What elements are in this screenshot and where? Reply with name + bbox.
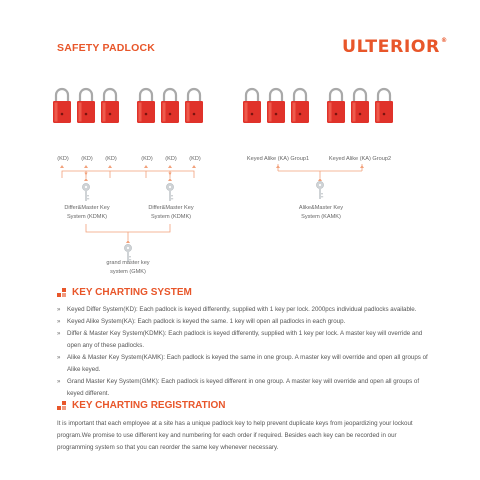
chevron-right-icon: » xyxy=(57,319,61,325)
kamk-label: Alike&Master Key System (KAMK) xyxy=(298,205,344,220)
padlock-label-4: (KD) xyxy=(141,156,153,162)
padlock-label-3: (KD) xyxy=(105,156,117,162)
chevron-right-icon: » xyxy=(57,355,61,361)
key-kdmk-1 xyxy=(82,183,89,201)
group2-label: Keyed Alike (KA) Group2 xyxy=(328,156,392,162)
padlock-kd-5 xyxy=(161,89,179,123)
list-item: » Alike & Master Key System(KAMK): Each padlock is keyed the same in one group. A master key will override and open all groups of Alike keyed. xyxy=(57,352,432,376)
padlock-kd-4 xyxy=(137,89,155,123)
list-item: » Keyed Alike System(KA): Each padlock is keyed the same. 1 key will open all padlocks in each group. xyxy=(57,316,432,328)
brand-logo: ULTERIOR® xyxy=(342,37,448,57)
padlock-ka1-2 xyxy=(267,89,285,123)
padlock-label-2: (KD) xyxy=(81,156,93,162)
gmk-label: grand master key system (GMK) xyxy=(106,260,150,275)
chevron-right-icon: » xyxy=(57,331,61,337)
padlock-ka2-1 xyxy=(327,89,345,123)
padlock-ka1-1 xyxy=(243,89,261,123)
page-title: SAFETY PADLOCK xyxy=(57,42,156,54)
key-charting-registration-heading: KEY CHARTING REGISTRATION xyxy=(57,400,226,411)
kdmk2-label: Differ&Master Key System (KDMK) xyxy=(148,205,194,220)
padlock-kd-2 xyxy=(77,89,95,123)
padlock-label-6: (KD) xyxy=(189,156,201,162)
chevron-right-icon: » xyxy=(57,307,61,313)
section-bullet-icon xyxy=(57,401,66,410)
padlock-kd-6 xyxy=(185,89,203,123)
key-charting-list xyxy=(57,304,432,400)
padlock-kd-1 xyxy=(53,89,71,123)
list-item: » Differ & Master Key System(KDMK): Each padlock is keyed differently, supplied with 1 key per lock. A master key will override and open any of these padlocks. xyxy=(57,328,432,352)
key-charting-system-heading: KEY CHARTING SYSTEM xyxy=(57,287,192,298)
chevron-right-icon: » xyxy=(57,379,61,385)
padlock-ka2-2 xyxy=(351,89,369,123)
padlock-label-5: (KD) xyxy=(165,156,177,162)
padlock-ka1-3 xyxy=(291,89,309,123)
registration-paragraph: It is important that each employee at a site has a unique padlock key to help prevent duplicate keys from jeopardizing your lockout program.We promise to use different key and numbering for each order if required. Besides each key can be recorded in our programming system so that you can reorder the same key whenever necessary. xyxy=(57,420,413,451)
list-item: » Keyed Differ System(KD): Each padlock is keyed differently, supplied with 1 key per lock. 2000pcs individual padlocks available. xyxy=(57,304,432,316)
group1-label: Keyed Alike (KA) Group1 xyxy=(246,156,310,162)
padlock-ka2-3 xyxy=(375,89,393,123)
kdmk1-label: Differ&Master Key System (KDMK) xyxy=(64,205,110,220)
padlock-kd-3 xyxy=(101,89,119,123)
padlock-label-1: (KD) xyxy=(57,156,69,162)
section-bullet-icon xyxy=(57,288,66,297)
key-kdmk-2 xyxy=(166,183,173,201)
list-item: » Grand Master Key System(GMK): Each padlock is keyed different in one group. A master key will override and open all groups of keyed different. xyxy=(57,376,432,400)
key-kamk xyxy=(316,181,323,199)
